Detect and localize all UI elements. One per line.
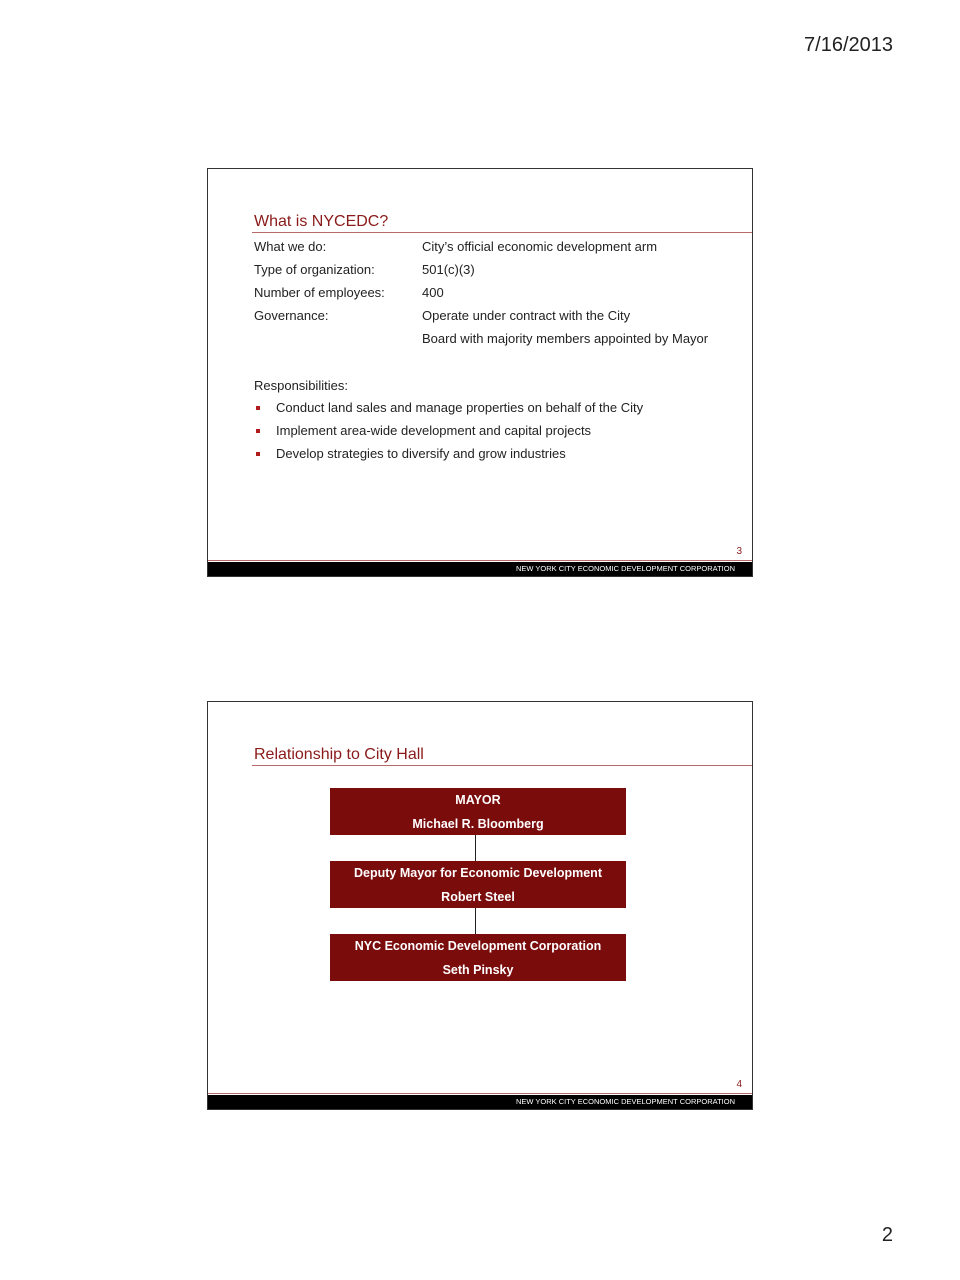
org-box-name: Michael R. Bloomberg xyxy=(412,817,544,831)
square-bullet-icon xyxy=(256,406,260,410)
info-label: What we do: xyxy=(254,239,327,254)
info-value: Operate under contract with the City xyxy=(422,308,631,323)
info-value: Board with majority members appointed by Mayor xyxy=(422,331,709,346)
info-label: Number of employees: xyxy=(254,285,385,300)
title-divider xyxy=(252,232,752,233)
footer-text: NEW YORK CITY ECONOMIC DEVELOPMENT CORPORATION xyxy=(515,1097,735,1106)
footer-text: NEW YORK CITY ECONOMIC DEVELOPMENT CORPORATION xyxy=(515,564,735,573)
list-item xyxy=(254,446,566,461)
org-connector xyxy=(475,835,476,861)
list-item-text: Develop strategies to diversify and grow industries xyxy=(276,446,566,461)
slide-title: What is NYCEDC? xyxy=(254,213,389,230)
responsibilities-heading: Responsibilities: xyxy=(254,378,348,393)
org-box-title: MAYOR xyxy=(455,793,501,807)
page-date: 7/16/2013 xyxy=(804,34,893,56)
slide-footer xyxy=(208,562,752,576)
slide-what-is-nycedc xyxy=(207,168,753,577)
slide-number: 4 xyxy=(736,1079,742,1090)
slide-title: Relationship to City Hall xyxy=(254,746,424,763)
list-item xyxy=(254,423,591,438)
list-item-text: Implement area-wide development and capital projects xyxy=(276,423,592,438)
list-item xyxy=(254,400,643,415)
page-number: 2 xyxy=(881,1224,893,1246)
square-bullet-icon xyxy=(256,429,260,433)
slide-relationship-to-city-hall xyxy=(207,701,753,1110)
org-box-nycedc xyxy=(330,934,626,981)
info-label: Type of organization: xyxy=(254,262,375,277)
square-bullet-icon xyxy=(256,452,260,456)
org-box-title: NYC Economic Development Corporation xyxy=(354,939,602,953)
title-divider xyxy=(252,765,752,766)
footer-divider xyxy=(208,560,752,561)
info-value: 501(c)(3) xyxy=(422,262,475,277)
org-box-mayor xyxy=(330,788,626,835)
info-label: Governance: xyxy=(254,308,329,323)
slide-footer xyxy=(208,1095,752,1109)
info-value: 400 xyxy=(422,285,444,300)
list-item-text: Conduct land sales and manage properties on behalf of the City xyxy=(276,400,644,415)
info-value: City’s official economic development arm xyxy=(422,239,658,254)
org-box-name: Robert Steel xyxy=(441,890,515,904)
org-box-name: Seth Pinsky xyxy=(442,963,514,977)
slide-number: 3 xyxy=(736,546,742,557)
footer-divider xyxy=(208,1093,752,1094)
org-connector xyxy=(475,908,476,934)
org-box-title: Deputy Mayor for Economic Development xyxy=(354,866,602,880)
org-box-deputy-mayor xyxy=(330,861,626,908)
